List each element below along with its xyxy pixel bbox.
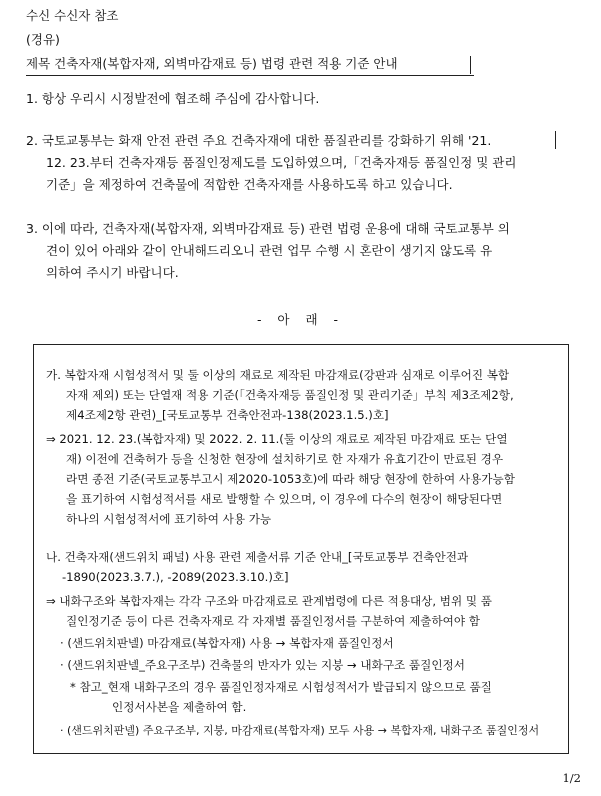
note-line: * 참고_현재 내화구조의 경우 품질인정자재로 시험성적서가 발급되지 않으므로 품질 [70,680,492,694]
note-line: 인정서사본을 제출하여 함. [112,700,247,714]
subject-line: 제목 건축자재(복합자재, 외벽마감재료 등) 법령 관련 적용 기준 안내 [26,56,398,71]
paragraph-line: 3. 이에 따라, 건축자재(복합자재, 외벽마감재료 등) 관련 법령 운용에 대해 국토교통부 의 [26,221,510,236]
item-b-detail-line: 질인정기준 등이 다른 건축자재로 각 자재별 품질인정서를 구분하여 제출하여야 함 [66,614,480,628]
item-a-line: 가. 복합자재 시험성적서 및 둘 이상의 재료로 제작된 마감재료(강판과 심재로 이루어진 복합 [46,368,510,382]
text-cursor [555,131,556,149]
via-line: (경유) [26,32,60,47]
text-cursor [470,56,471,74]
paragraph-line: 2. 국토교통부는 화재 안전 관련 주요 건축자재에 대한 품질관리를 강화하기 위해 '21. [26,133,492,148]
item-a-detail-line: 라면 종전 기준(국토교통부고시 제2020-1053호)에 따라 해당 현장에 한하여 사용가능함 [66,472,515,486]
bullet-item: · (샌드위치판넬) 마감재료(복합자재) 사용 → 복합자재 품질인정서 [60,636,394,650]
paragraph-line: 기준」을 제정하여 건축물에 적합한 건축자재를 사용하도록 하고 있습니다. [46,177,453,192]
item-a-detail-line: ⇒ 2021. 12. 23.(복합자재) 및 2022. 2. 11.(둘 이상의 재료로 제작된 마감재료 또는 단열 [46,432,508,446]
item-a-detail-line: 을 표기하여 시험성적서를 새로 발행할 수 있으며, 이 경우에 다수의 현장이 해당된다면 [66,492,503,506]
item-b-line: 나. 건축자재(샌드위치 패널) 사용 관련 제출서류 기준 안내_[국토교통부 건축안전과 [46,550,469,564]
bullet-item: · (샌드위치판넬_주요구조부) 건축물의 반자가 있는 지붕 → 내화구조 품질인정서 [60,658,465,672]
recipient-line: 수신 수신자 참조 [26,8,119,23]
paragraph-line: 12. 23.부터 건축자재등 품질인정제도를 도입하였으며,「건축자재등 품질인정 및 관리 [46,155,517,170]
item-a-detail-line: 하나의 시험성적서에 표기하여 사용 가능 [66,512,272,526]
subject-underline [26,75,474,76]
item-b-detail-line: ⇒ 내화구조와 복합자재는 각각 구조와 마감재료로 관계법령에 다른 적용대상, 범위 및 품 [46,594,492,608]
item-a-line: 제4조제2항 관련)_[국토교통부 건축안전과-138(2023.1.5.)호] [66,408,389,422]
bullet-item: · (샌드위치판넬) 주요구조부, 지붕, 마감재료(복합자재) 모두 사용 → 복합자재, 내화구조 품질인정서 [60,724,540,737]
item-a-detail-line: 재) 이전에 건축허가 등을 신청한 현장에 설치하기로 한 자재가 유효기간이 만료된 경우 [66,452,504,466]
item-a-line: 자재 제외) 또는 단열재 적용 기준(「건축자재등 품질인정 및 관리기준」부칙 제3조제2항, [66,388,514,402]
paragraph-2 [26,130,581,196]
paragraph-line: 의하여 주시기 바랍니다. [46,265,179,280]
item-b-line: -1890(2023.3.7.), -2089(2023.3.10.)호] [62,570,289,584]
paragraph-line: 견이 있어 아래와 같이 안내해드리오니 관련 업무 수행 시 혼란이 생기지 않도록 유 [46,243,493,258]
notice-box [33,344,569,754]
page-number: 1/2 [562,771,581,785]
paragraph-line: 1. 항상 우리시 시정발전에 협조해 주심에 감사합니다. [26,91,320,106]
center-heading: - 아 래 - [256,312,345,327]
paragraph-1 [26,88,581,110]
paragraph-3 [26,218,581,284]
